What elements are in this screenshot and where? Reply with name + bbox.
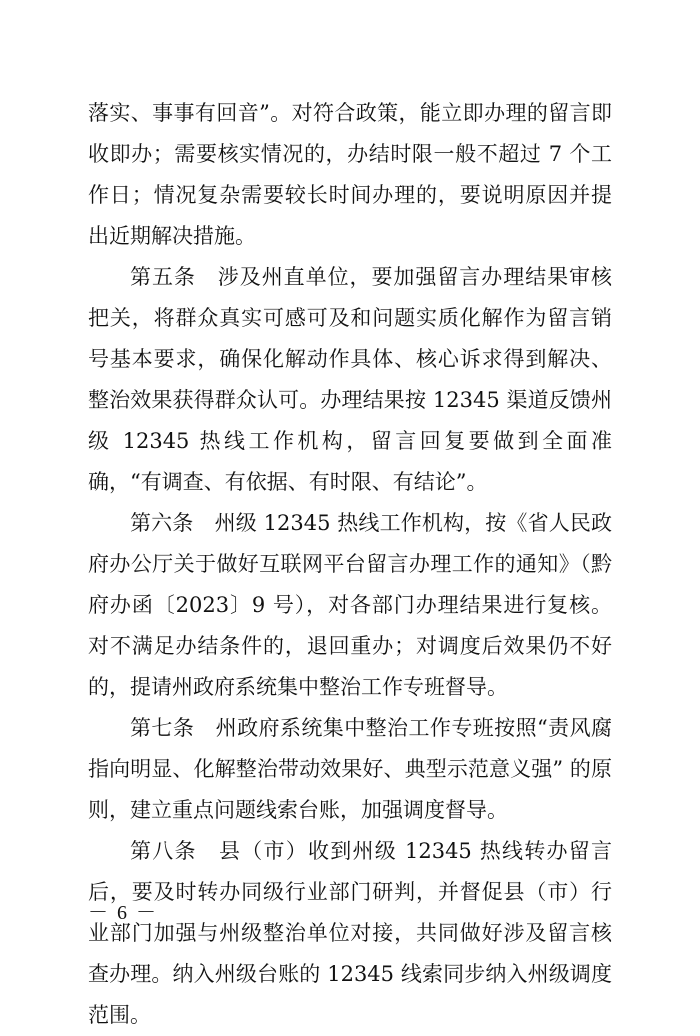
- paragraph-article-8: 第八条 县（市）收到州级 12345 热线转办留言后，要及时转办同级行业部门研判，并督促县（市）行业部门加强与州级整治单位对接，共同做好涉及留言核查办理。纳入州级台账的 12345 线索同步纳入州级调度范围。: [88, 839, 612, 1027]
- paragraph-article-6: 第六条 州级 12345 热线工作机构，按《省人民政府办公厅关于做好互联网平台留言办理工作的通知》（黔府办函〔2023〕9 号），对各部门办理结果进行复核。对不满足办结条件的，退回重办；对调度后效果仍不好的，提请州政府系统集中整治工作专班督导。: [88, 511, 612, 699]
- paragraph-article-5: 第五条 涉及州直单位，要加强留言办理结果审核把关，将群众真实可感可及和问题实质化解作为留言销号基本要求，确保化解动作具体、核心诉求得到解决、整治效果获得群众认可。办理结果按 12345 渠道反馈州级 12345 热线工作机构，留言回复要做到全面准确，“有调查、有依据、有时限、有结论”。: [88, 265, 612, 494]
- paragraph-continuation: 落实、事事有回音”。对符合政策，能立即办理的留言即收即办；需要核实情况的，办结时限一般不超过 7 个工作日；情况复杂需要较长时间办理的，要说明原因并提出近期解决措施。: [88, 101, 612, 248]
- page-number: － 6 －: [88, 902, 158, 924]
- document-body: [88, 93, 612, 1036]
- paragraph-article-7: 第七条 州政府系统集中整治工作专班按照“责风腐指向明显、化解整治带动效果好、典型示范意义强” 的原则，建立重点问题线索台账，加强调度督导。: [88, 716, 612, 822]
